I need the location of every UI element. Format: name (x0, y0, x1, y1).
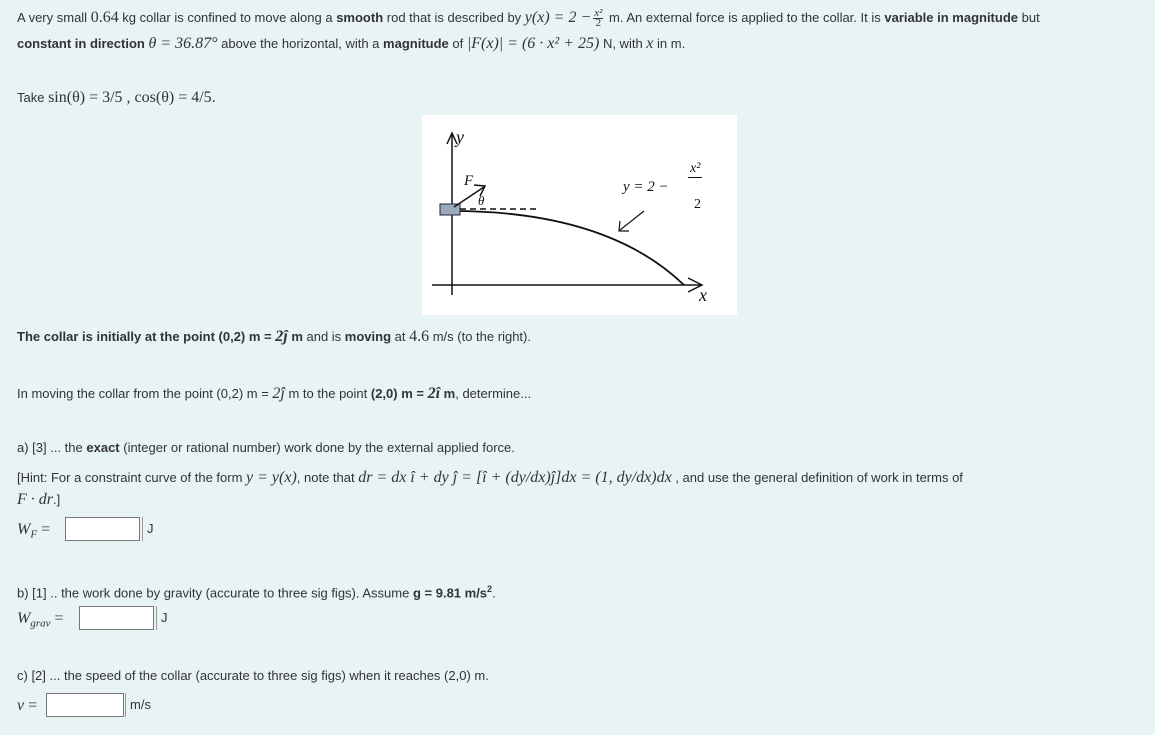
hint-constraint: y = y(x) (246, 469, 297, 486)
curve-pointer-arrow (620, 211, 644, 230)
x-axis-label: x (699, 285, 707, 305)
part-a-hint-line-2 (17, 490, 60, 510)
work-force-subscript: F (30, 528, 38, 541)
intro-text: m. An external force is applied to the collar. It is (605, 10, 885, 25)
part-b-question (17, 579, 496, 603)
part-b-answer-label (17, 609, 64, 634)
curve-label: y = 2 − (623, 179, 669, 195)
start-vector: 2ĵ (272, 385, 285, 402)
moving-emphasis: moving (344, 329, 392, 344)
hint-dot-product: F · dr (17, 491, 53, 508)
intro-text: rod that is described by (383, 10, 525, 25)
part-a-answer-label (17, 520, 50, 545)
initial-speed: 4.6 (409, 328, 430, 345)
part-c-question (17, 666, 489, 686)
part-b-label: b) [1] .. the work done by gravity (accurate to three sig figs). Assume (17, 585, 413, 601)
magnitude-emphasis: magnitude (383, 36, 449, 51)
initial-point-text: The collar is initially at the point (0,2) m = (17, 329, 276, 344)
x-variable: x (646, 35, 654, 52)
moving-text: , determine... (455, 386, 532, 401)
part-a-label: a) [3] ... the (17, 440, 87, 455)
initial-condition (17, 327, 531, 347)
work-force-input[interactable] (65, 517, 140, 541)
end-unit: m (440, 386, 456, 401)
work-gravity-input[interactable] (79, 606, 154, 630)
collar-diagram (422, 115, 737, 315)
work-gravity-unit: J (156, 606, 168, 630)
work-force-symbol: W (17, 521, 31, 538)
hint-differential: dr = dx î + dy ĵ = [î + (dy/dx)ĵ]dx = (1, dy/dx)dx (358, 469, 672, 486)
speed-unit: m/s (125, 693, 151, 717)
work-force-unit: J (142, 517, 154, 541)
fraction-denominator: 2 (595, 17, 602, 30)
intro-text: but (1018, 10, 1040, 25)
fraction-numerator: x² (594, 7, 603, 20)
initial-text: m/s (to the right). (429, 329, 531, 344)
equals-sign: = (24, 697, 38, 714)
initial-text: and is (302, 329, 345, 344)
work-gravity-symbol: W (17, 610, 31, 627)
initial-text: at (391, 329, 410, 344)
constant-direction-emphasis: constant in direction (17, 36, 145, 51)
initial-vector: 2ĵ (275, 328, 288, 345)
intro-line-1 (17, 8, 1040, 28)
mass-value: 0.64 (90, 9, 119, 26)
hint-text: [Hint: For a constraint curve of the form (17, 470, 247, 485)
rod-curve (452, 211, 684, 285)
speed-symbol: v (17, 697, 25, 714)
work-gravity-subscript: grav (30, 617, 51, 630)
intro-text: in m. (653, 36, 686, 51)
hint-text: , and use the general definition of work in terms of (671, 470, 963, 485)
end-vector: 2î (427, 385, 441, 402)
part-b-end: . (492, 585, 496, 601)
intro-text: A very small (17, 10, 91, 25)
moving-text: m to the point (284, 386, 371, 401)
force-label: F (464, 173, 474, 189)
hint-text: , note that (296, 470, 359, 485)
diagram-svg (422, 115, 737, 315)
force-expression: |F(x)| = (6 · x² + 25) (466, 35, 600, 52)
part-c-answer-label (17, 696, 37, 716)
part-a-text: (integer or rational number) work done by the external applied force. (119, 440, 515, 455)
end-point-text: (2,0) m = (370, 386, 428, 401)
hint-text: .] (53, 492, 61, 507)
take-prefix: Take (17, 90, 49, 105)
theta-value: θ = 36.87° (148, 35, 218, 52)
gravity-value: g = 9.81 m/s (412, 585, 488, 601)
part-c-label: c) [2] ... the speed of the collar (accurate to three sig figs) when it reaches (2,0) m. (17, 668, 489, 683)
part-a-hint-line-1 (17, 468, 963, 488)
smooth-emphasis: smooth (336, 10, 384, 25)
intro-text: kg collar is confined to move along a (118, 10, 337, 25)
equals-sign: = (37, 521, 51, 538)
take-line (17, 88, 216, 108)
intro-text: N, with (599, 36, 647, 51)
exact-emphasis: exact (86, 440, 120, 455)
speed-input[interactable] (46, 693, 124, 717)
curve-label-numerator: x² (690, 161, 701, 176)
equals-sign: = (50, 610, 64, 627)
gravity-exponent: 2 (487, 584, 493, 594)
intro-text: above the horizontal, with a (217, 36, 384, 51)
moving-statement (17, 384, 531, 404)
curve-equation: y(x) = 2 − (524, 9, 592, 26)
initial-unit: m (287, 329, 303, 344)
curve-label-denominator: 2 (694, 197, 701, 212)
variable-emphasis: variable in magnitude (884, 10, 1019, 25)
moving-text: In moving the collar from the point (0,2) m = (17, 386, 273, 401)
part-a-question (17, 438, 515, 458)
curve-fraction (593, 9, 603, 28)
theta-label: θ (478, 193, 485, 208)
intro-text: of (448, 36, 467, 51)
intro-line-2 (17, 34, 685, 54)
y-axis-label: y (456, 127, 464, 147)
trig-values: sin(θ) = 3/5 , cos(θ) = 4/5. (48, 89, 216, 106)
